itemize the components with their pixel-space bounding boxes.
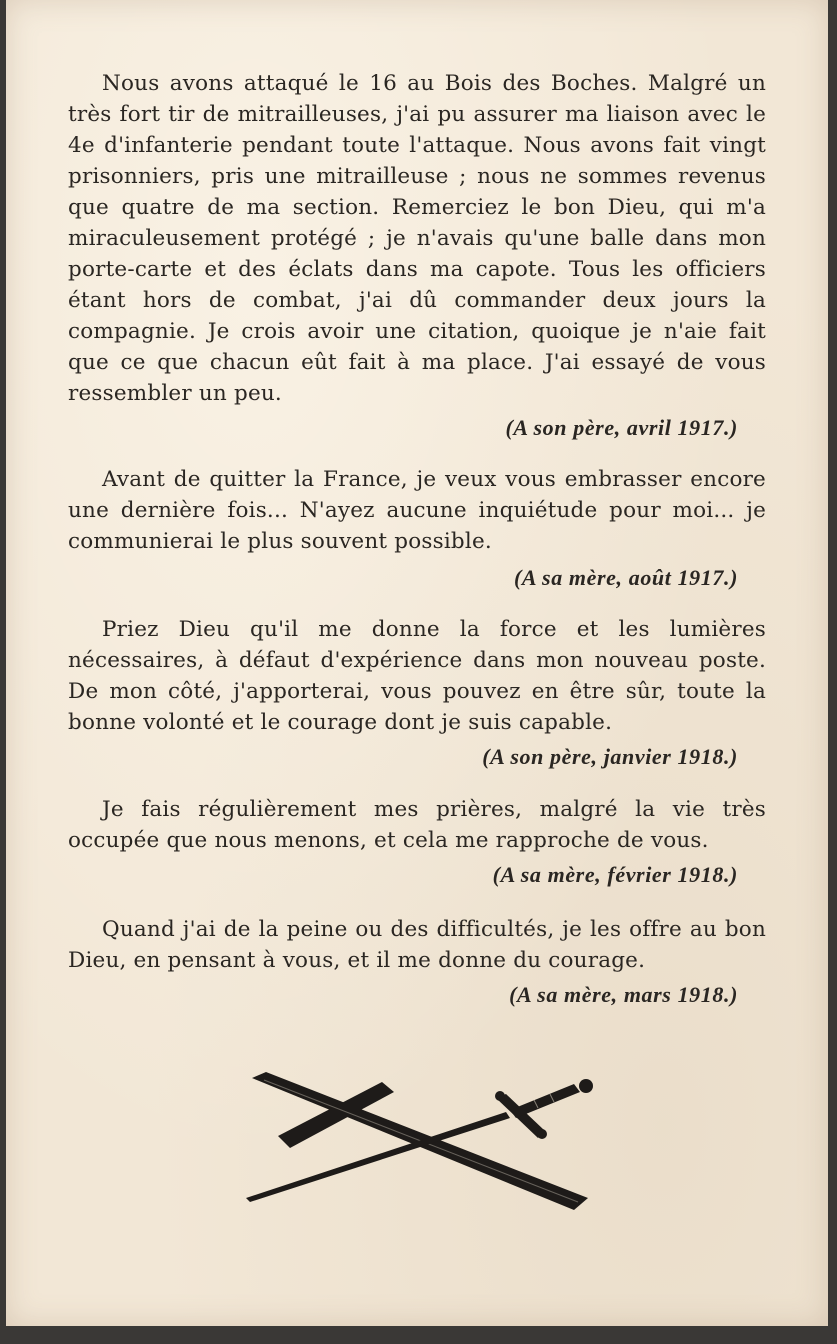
letter-4 (68, 794, 766, 890)
letter-5-signature: (A sa mère, mars 1918.) (509, 982, 738, 1007)
letter-5-text: Quand j'ai de la peine ou des difficultés, je les offre au bon Dieu, en pensant à vous, et il me donne du courage. (68, 917, 766, 973)
letter-3 (68, 614, 766, 772)
letter-4-text: Je fais régulièrement mes prières, malgré la vie très occupée que nous menons, et cela me rapproche de vous. (68, 797, 766, 853)
letter-1-text: Nous avons attaqué le 16 au Bois des Boches. Malgré un très fort tir de mitrailleuses, j'ai pu assurer ma liaison avec le 4e d'infanterie pendant toute l'attaque. Nous avons fait vingt prisonniers, pris une mitrailleuse ; nous ne sommes revenus que quatre de ma section. Remerciez le bon Dieu, qui m'a miraculeusement protégé ; je n'avais qu'une balle dans mon porte-carte et des éclats dans ma capote. Tous les officiers étant hors de combat, j'ai dû commander deux jours la compagnie. Je crois avoir une citation, quoique je n'aie fait que ce que chacun eût fait à ma place. J'ai essayé de vous ressembler un peu. (68, 71, 766, 406)
letter-3-signature: (A son père, janvier 1918.) (482, 744, 738, 769)
letter-5 (68, 914, 766, 1010)
letter-1-signature: (A son père, avril 1917.) (505, 415, 738, 440)
letter-2 (68, 464, 766, 593)
letter-2-text: Avant de quitter la France, je veux vous embrasser encore une dernière fois... N'ayez aucune inquiétude pour moi... je communierai le plus souvent possible. (68, 467, 766, 554)
letter-1 (68, 68, 766, 443)
letter-4-signature: (A sa mère, février 1918.) (492, 862, 738, 887)
cross-and-sword-icon (244, 1068, 604, 1218)
memorial-card (6, 0, 828, 1326)
letter-2-signature: (A sa mère, août 1917.) (513, 565, 738, 590)
letter-3-text: Priez Dieu qu'il me donne la force et les lumières nécessaires, à défaut d'expérience dans mon nouveau poste. De mon côté, j'apporterai, vous pouvez en être sûr, toute la bonne volonté et le courage dont je suis capable. (68, 617, 766, 735)
